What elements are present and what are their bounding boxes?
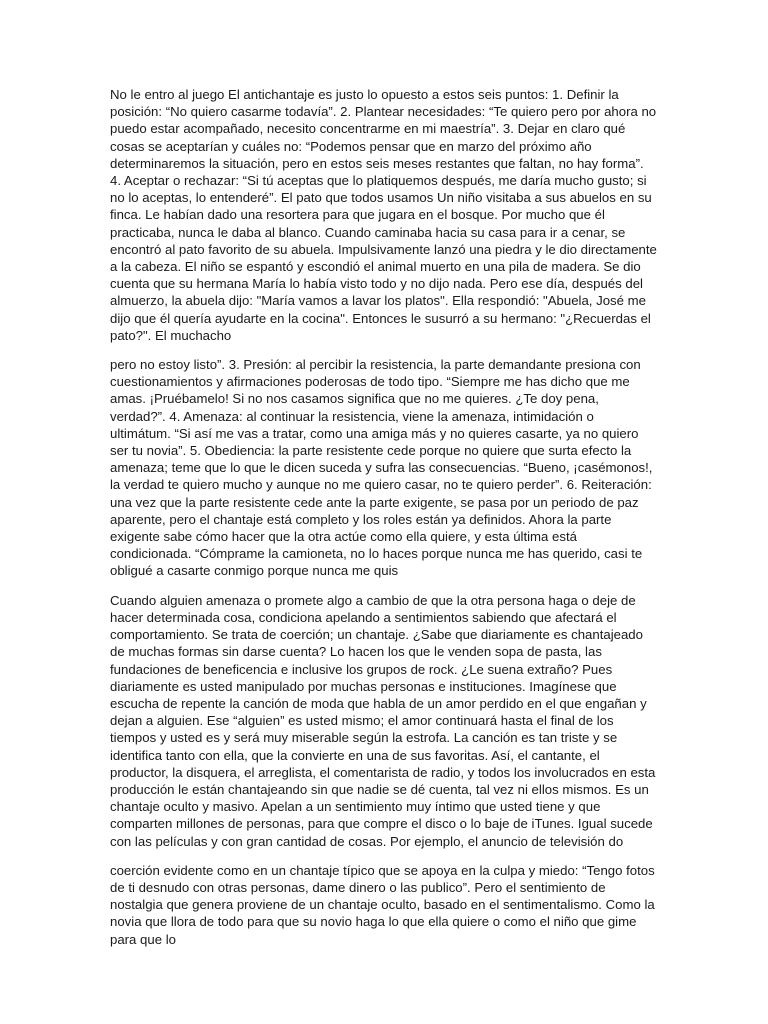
- paragraph-2: pero no estoy listo”. 3. Presión: al percibir la resistencia, la parte demandante presiona con cuestionamientos y afirmaciones poderosas de todo tipo. “Siempre me has dicho que me amas. ¡Pruébamelo! Si no nos casamos significa que no me quieres. ¿Te doy pena, verdad?”. 4. Amenaza: al continuar la resistencia, viene la amenaza, intimidación o ultimátum. “Si así me vas a tratar, como una amiga más y no quieres casarte, ya no quiero ser tu novia”. 5. Obediencia: la parte resistente cede porque no quiere que surta efecto la amenaza; teme que lo que le dicen suceda y sufra las consecuencias. “Bueno, ¡casémonos!, la verdad te quiero mucho y aunque no me quiero casar, no te quiero perder”. 6. Reiteración: una vez que la parte resistente cede ante la parte exigente, se pasa por un periodo de paz aparente, pero el chantaje está completo y los roles están ya definidos. Ahora la parte exigente sabe cómo hacer que la otra actúe como ella quiere, y esta última está condicionada. “Cómprame la camioneta, no lo haces porque nunca me has querido, casi te obligué a casarte conmigo porque nunca me quis: [110, 357, 653, 579]
- paragraph-4: coerción evidente como en un chantaje típico que se apoya en la culpa y miedo: “Tengo fotos de ti desnudo con otras personas, dame dinero o las publico”. Pero el sentimiento de nostalgia que genera proviene de un chantaje oculto, basado en el sentimentalismo. Como la novia que llora de todo para que su novio haga lo que ella quiere o como el niño que gime para que lo: [110, 862, 655, 947]
- document-page: [110, 86, 658, 960]
- paragraph-1: No le entro al juego El antichantaje es justo lo opuesto a estos seis puntos: 1. Definir la posición: “No quiero casarme todavía”. 2. Plantear necesidades: “Te quiero pero por ahora no puedo estar acompañado, necesito concentrarme en mi maestría”. 3. Dejar en claro qué cosas se aceptarían y cuáles no: “Podemos pensar que en marzo del próximo año determinaremos la situación, pero en estos seis meses restantes que faltan, no hay forma”. 4. Aceptar o rechazar: “Si tú aceptas que lo platiquemos después, me daría mucho gusto; si no lo aceptas, lo entenderé”. El pato que todos usamos Un niño visitaba a sus abuelos en su finca. Le habían dado una resortera para que jugara en el bosque. Por mucho que él practicaba, nunca le daba al blanco. Cuando caminaba hacia su casa para ir a cenar, se encontró al pato favorito de su abuela. Impulsivamente lanzó una piedra y le dio directamente a la cabeza. El niño se espantó y escondió el animal muerto en una pila de madera. Se dio cuenta que su hermana María lo había visto todo y no dijo nada. Pero ese día, después del almuerzo, la abuela dijo: "María vamos a lavar los platos". Ella respondió: "Abuela, José me dijo que él quería ayudarte en la cocina". Entonces le susurró a su hermano: "¿Recuerdas el pato?". El muchacho: [110, 87, 657, 343]
- paragraph-3: Cuando alguien amenaza o promete algo a cambio de que la otra persona haga o deje de hacer determinada cosa, condiciona apelando a sentimientos sabiendo que afectará el comportamiento. Se trata de coerción; un chantaje. ¿Sabe que diariamente es chantajeado de muchas formas sin darse cuenta? Lo hacen los que le venden sopa de pasta, las fundaciones de beneficencia e inclusive los grupos de rock. ¿Le suena extraño? Pues diariamente es usted manipulado por muchas personas e instituciones. Imagínese que escucha de repente la canción de moda que habla de un amor perdido en el que engañan y dejan a alguien. Ese “alguien” es usted mismo; el amor continuará hasta el final de los tiempos y usted es y será muy miserable según la estrofa. La canción es tan triste y se identifica tanto con ella, que la convierte en una de sus favoritas. Así, el cantante, el productor, la disquera, el arreglista, el comentarista de radio, y todos los involucrados en esta producción le están chantajeando sin que nadie se dé cuenta, tal vez ni ellos mismos. Es un chantaje oculto y masivo. Apelan a un sentimiento muy íntimo que usted tiene y que comparten millones de personas, para que compre el disco o lo baje de iTunes. Igual sucede con las películas y con gran cantidad de cosas. Por ejemplo, el anuncio de televisión do: [110, 592, 656, 849]
